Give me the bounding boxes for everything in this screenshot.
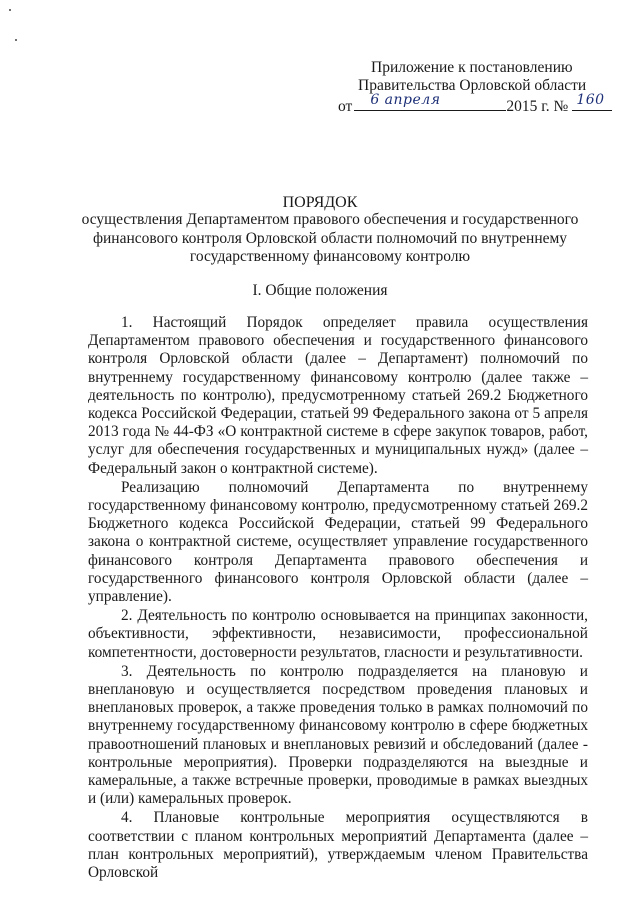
scan-speck [15,39,17,41]
handwritten-number: 160 [576,91,605,108]
year-number-label: 2015 г. № [506,98,569,115]
paragraph: 2. Деятельность по контролю основывается на принципах законности, объективности, эффективности, независимости, профессиональной компетентности, достоверности результатов, гласности и результативности. [88,607,588,661]
handwritten-date: 6 апреля [370,91,441,108]
document-title: ПОРЯДОК [282,194,358,211]
paragraph: 4. Плановые контрольные мероприятия осуществляются в соответствии с планом контрольных мероприятий Департамента (далее – план контрольных мероприятий), утверждаемым членом Правительства Орловской [88,809,588,882]
attachment-date-line [338,91,608,116]
paragraph: 1. Настоящий Порядок определяет правила осуществления Департаментом правового обеспечения и государственного финансового контроля Орловской области (далее – Департамент) полномочий по внутреннему государственному финансовому контролю (далее также – деятельность по контролю), предусмотренному статьей 269.2 Бюджетного кодекса Российской Федерации, статьей 99 Федерального закона от 5 апреля 2013 года № 44-ФЗ «О контрактной системе в сфере закупок товаров, работ, услуг для обеспечения государственных и муниципальных нужд» (далее – Федеральный закон о контрактной системе). [88,314,588,477]
attachment-line-1: Приложение к постановлению [371,59,573,76]
paragraph: Реализацию полномочий Департамента по внутреннему государственному финансовому контролю, предусмотренному статьей 269.2 Бюджетного кодекса Российской Федерации, статьей 99 Федерального закона о контрактной системе, осуществляет управление государственного финансового контроля Департамента правового обеспечения и государственного финансового контроля Орловской области (далее – управление). [88,478,588,606]
attachment-line-2: Правительства Орловской области [358,76,587,94]
paragraph: 3. Деятельность по контролю подразделяется на плановую и внеплановую и осуществляется посредством проведения плановых и внеплановых проверок, а также проведения только в рамках полномочий по внутреннему государственному финансовому контролю в сфере бюджетных правоотношений плановых и внеплановых ревизий и обследований (далее - контрольные мероприятия). Проверки подразделяются на выездные и камеральные, а также встречные проверки, проводимые в рамках выездных и (или) камеральных проверок. [88,662,588,808]
scan-speck [9,9,11,11]
section-heading: I. Общие положения [252,282,388,299]
number-field [572,91,612,111]
date-field [354,91,506,111]
document-subtitle: осуществления Департаментом правового обеспечения и государственного финансового контроля Орловской области полномочий по внутреннему государственному финансовому контролю [81,211,579,265]
attachment-header [338,59,608,116]
document-body [88,314,588,882]
date-prefix: от [338,98,353,115]
